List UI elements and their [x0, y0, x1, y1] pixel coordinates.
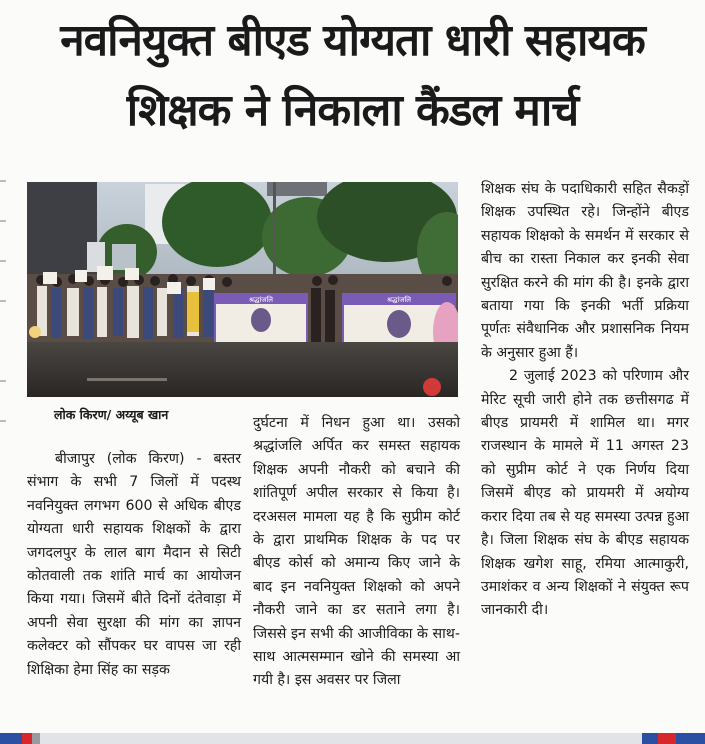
right-banner-title: श्रद्धांजलि [386, 296, 412, 304]
article-paragraph: 2 जुलाई 2023 को परिणाम और मेरिट सूची जारी होने तक छत्तीसगढ में बीएड प्रायमरी में शामिल था। मगर राजस्थान के मामले में 11 अगस्त 23 को सुप्रीम कोर्ट ने एक निर्णय दिया जिसमें बीएड को प्रायमरी में अयोग्य करार दिया तब से यह समस्या उत्पन्न हुआ है। जिला शिक्षक संघ के बीएड सहायक शिक्षक खगेश साहू, रमिया आत्माकुरी, उमाशंकर व अन्य शिक्षकों ने संयुक्त रूप जानकारी दी। [481, 368, 689, 619]
article-paragraph: बीजापुर (लोक किरण) - बस्तर संभाग के सभी 7 जिलों में पदस्थ नवनियुक्त लगभग 600 से अधिक बीएड योग्यता धारी सहायक शिक्षकों के द्वारा जगदलपुर के लाल बाग मैदान से सिटी कोतवाली तक शांति मार्च का आयोजन किया गया। जिसमें बीते दिनों दंतेवाड़ा में अपनी सेवा सुरक्षा की मांग का ज्ञापन कलेक्टर को सौंपकर घर वापस जा रही शिक्षिका हेमा सिंह का सड़क [27, 451, 241, 678]
photo-caption: लोक किरण/ अय्यूब खान [54, 407, 169, 422]
article-paragraph: शिक्षक संघ के पदाधिकारी सहित सैकड़ों शिक्षक उपस्थित रहे। जिन्होंने बीएड सहायक शिक्षको के समर्थन में सरकार से बीच का रास्ता निकाल कर इनकी सेवा सुरक्षित करने की मांग की है। इनके द्वारा बताया गया कि इनकी भर्ती प्रक्रिया पूर्णतः संवैधानिक और प्रशासनिक नियम के अनुसार हुआ हैं। [481, 181, 689, 361]
headline-line-2: शिक्षक ने निकाला कैंडल मार्च [126, 85, 579, 136]
news-photo [27, 182, 458, 397]
article-paragraph: दुर्घटना में निधन हुआ था। उसको श्रद्धांजलि अर्पित कर समस्त सहायक शिक्षक अपनी नौकरी को बचाने की शांतिपूर्ण अपील सरकार से किया है। दरअसल मामला यह है कि सुप्रीम कोर्ट के द्वारा प्राथमिक शिक्षक के पद पर बीएड कोर्स को अमान्य किए जाने के बाद इन नवनियुक्त शिक्षको को अपने नौकरी जाने का डर सताने लगा है। जिससे इन सभी की आजीविका के साथ-साथ आत्मसम्मान खोने की समस्या आ गयी है। इस अवसर पर जिला [253, 415, 460, 689]
article-column-2 [253, 412, 460, 693]
candle-march-photo [27, 182, 458, 397]
article-column-3 [481, 178, 689, 623]
page-bottom-color-bar [0, 733, 705, 744]
left-banner-title: श्रद्धांजलि [248, 296, 274, 304]
article-column-1 [27, 448, 241, 682]
headline-line-1: नवनियुक्त बीएड योग्यता धारी सहायक [60, 15, 645, 66]
page-edge-marks [0, 180, 10, 480]
